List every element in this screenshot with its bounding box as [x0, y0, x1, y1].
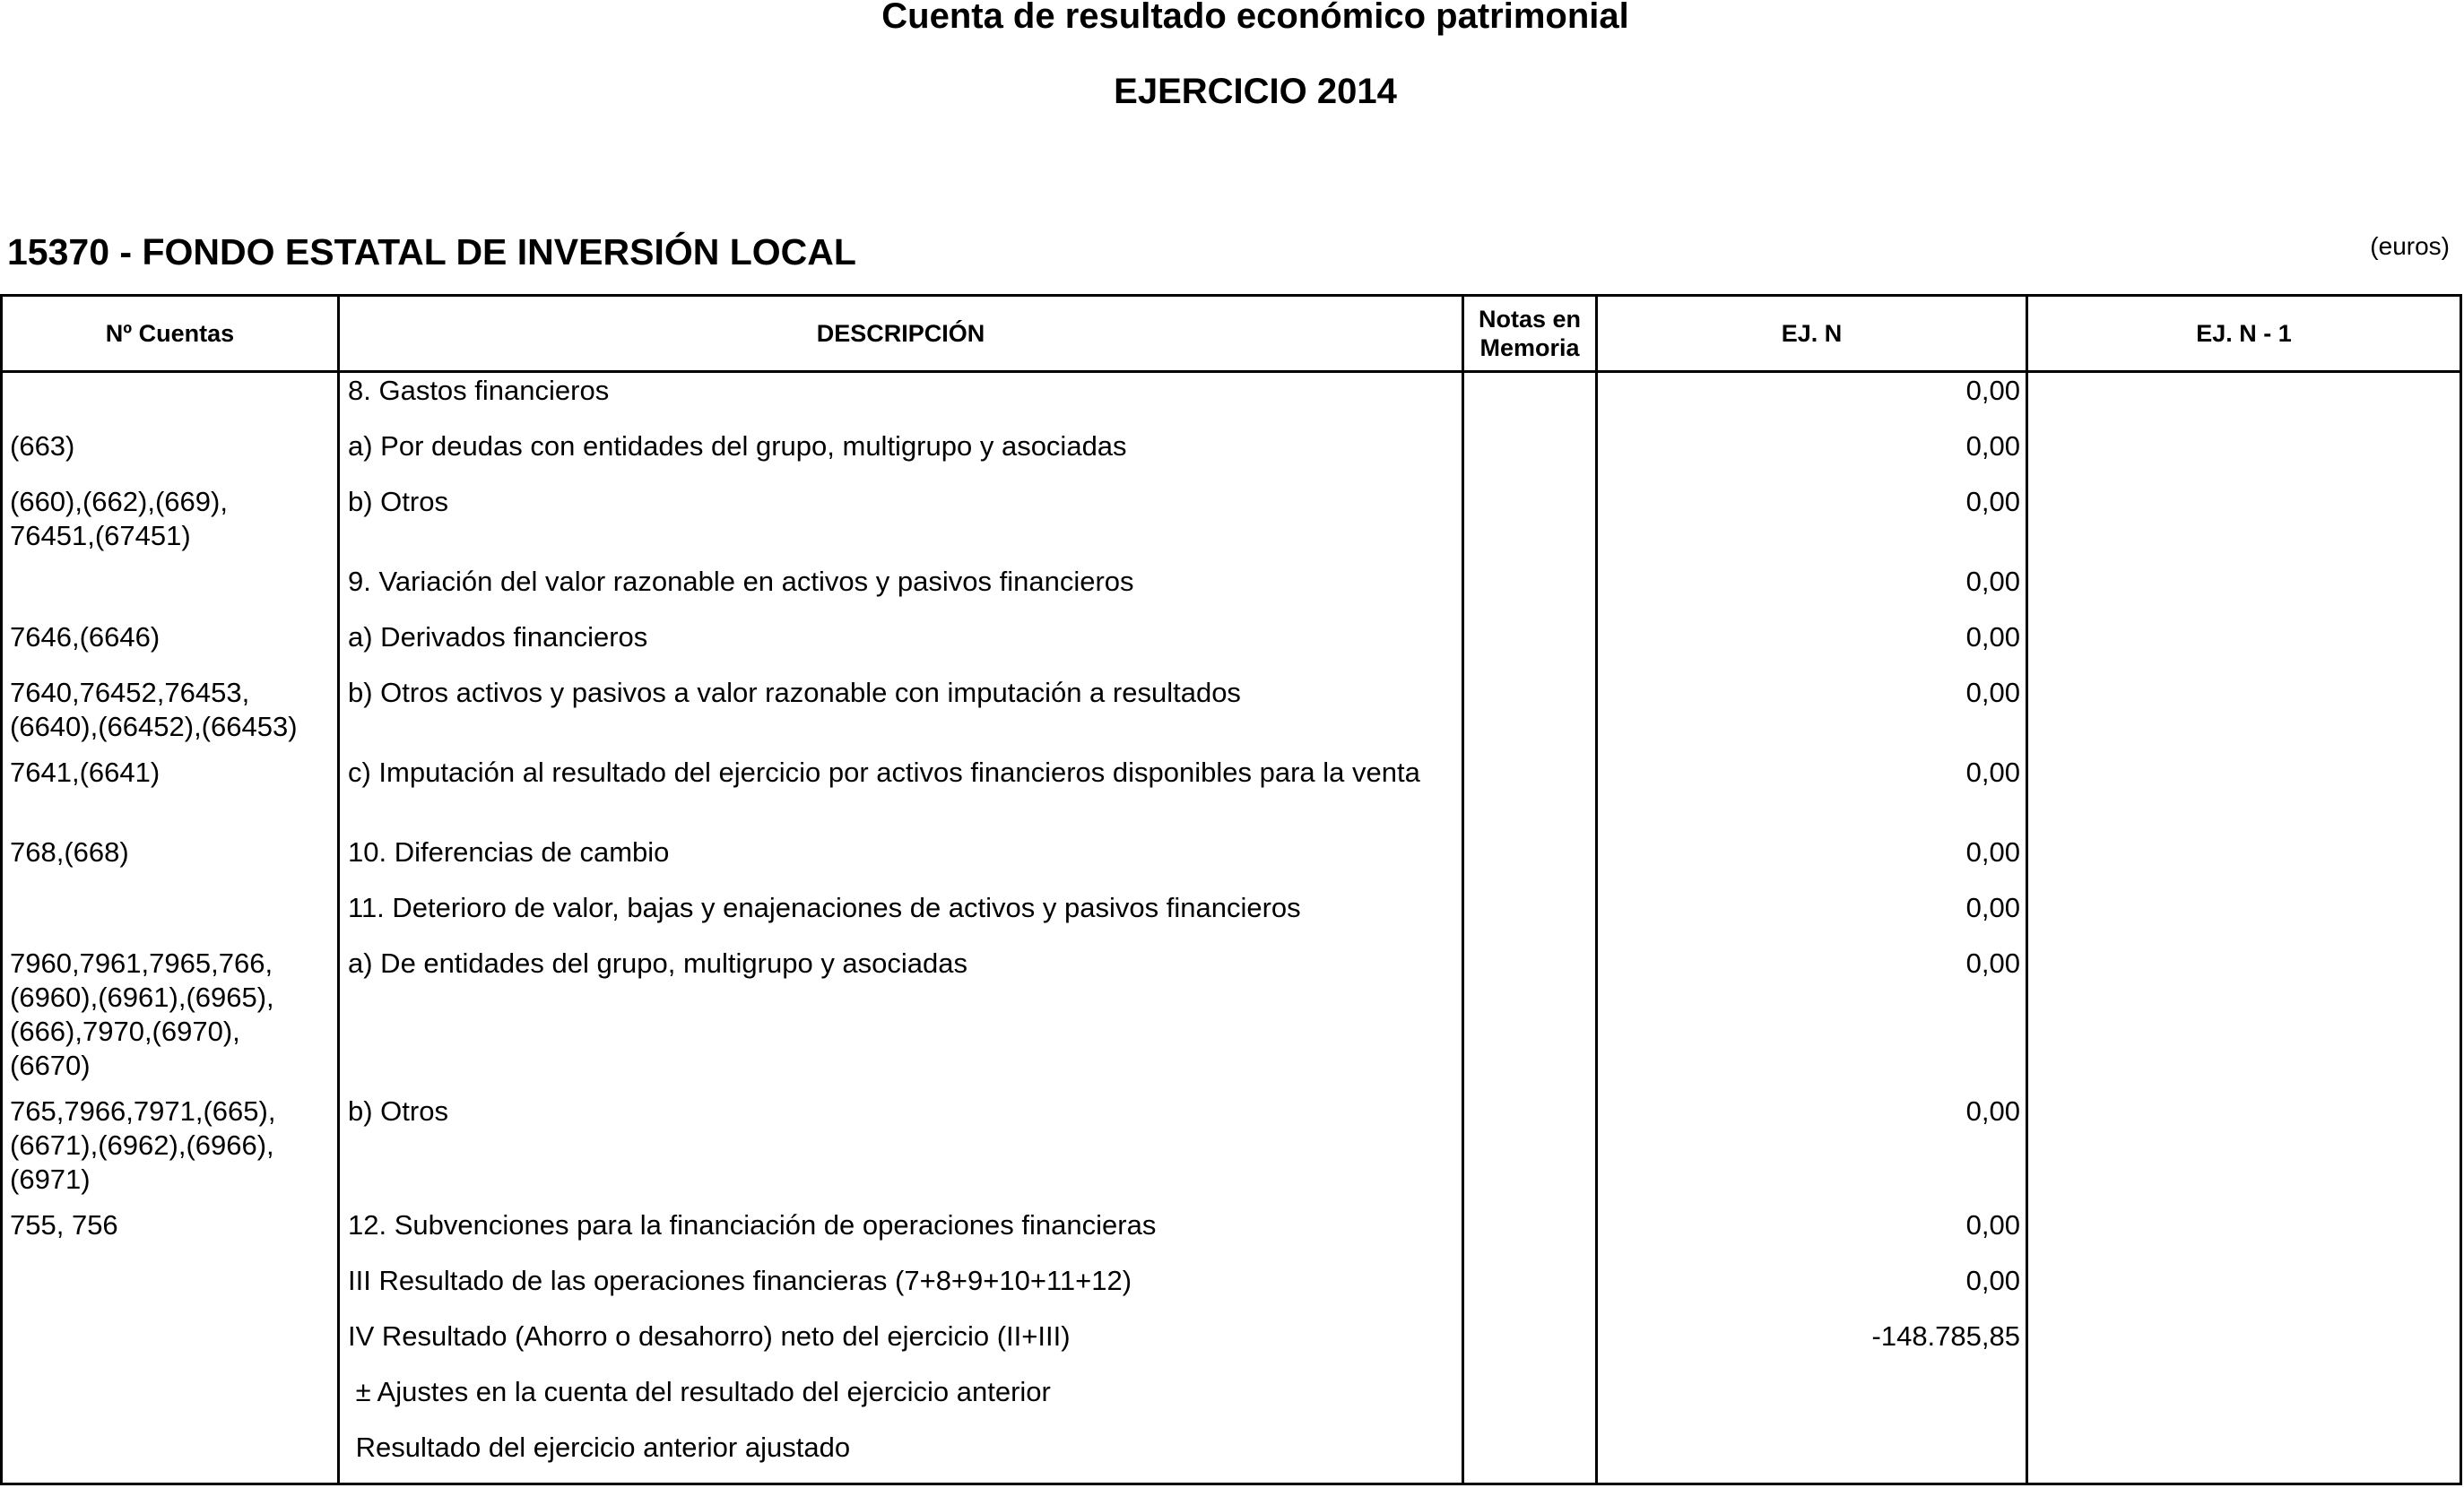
row-accounts: 7641,(6641) — [10, 757, 161, 788]
row-ej-n-value: 0,00 — [1965, 1265, 2020, 1296]
row-description: 11. Deterioro de valor, bajas y enajenaciones de activos y pasivos financieros — [348, 892, 1301, 923]
row-description: 10. Diferencias de cambio — [348, 836, 670, 868]
row-ej-n-value: 0,00 — [1965, 566, 2020, 597]
page-title: Cuenta de resultado económico patrimonial — [881, 0, 1629, 36]
column-divider — [2026, 297, 2028, 1483]
column-divider — [337, 297, 340, 1483]
row-ej-n-value: 0,00 — [1965, 375, 2020, 406]
column-header-accounts: Nº Cuentas — [105, 320, 235, 347]
row-ej-n-value: 0,00 — [1965, 677, 2020, 708]
row-accounts: 7646,(6646) — [10, 621, 161, 653]
entity-name: 15370 - FONDO ESTATAL DE INVERSIÓN LOCAL — [7, 231, 856, 273]
row-description: 12. Subvenciones para la financiación de operaciones financieras — [348, 1209, 1157, 1241]
row-ej-n-value: 0,00 — [1965, 1209, 2020, 1241]
row-accounts: 755, 756 — [10, 1209, 118, 1241]
row-description: IV Resultado (Ahorro o desahorro) neto del ejercicio (II+III) — [348, 1320, 1071, 1352]
row-ej-n-value: 0,00 — [1965, 486, 2020, 517]
row-description: Resultado del ejercicio anterior ajustado — [348, 1432, 851, 1463]
row-ej-n-value: 0,00 — [1965, 621, 2020, 653]
row-description: a) De entidades del grupo, multigrupo y asociadas — [348, 947, 968, 979]
row-ej-n-value: 0,00 — [1965, 947, 2020, 979]
row-accounts: 7960,7961,7965,766, (6960),(6961),(6965), (666),7970,(6970), (6670) — [10, 947, 274, 1081]
row-ej-n-value: 0,00 — [1965, 757, 2020, 788]
row-description: 8. Gastos financieros — [348, 375, 610, 406]
column-divider — [1595, 297, 1598, 1483]
row-ej-n-value: 0,00 — [1965, 430, 2020, 462]
row-description: c) Imputación al resultado del ejercicio por activos financieros disponibles para la venta — [348, 757, 1420, 788]
row-description: a) Por deudas con entidades del grupo, multigrupo y asociadas — [348, 430, 1127, 462]
row-accounts: 765,7966,7971,(665), (6671),(6962),(6966), (6971) — [10, 1095, 276, 1195]
row-ej-n-value: 0,00 — [1965, 836, 2020, 868]
fiscal-year-title: EJERCICIO 2014 — [1114, 72, 1397, 111]
row-accounts: (663) — [10, 430, 75, 462]
column-header-notes: Notas en Memoria — [1478, 306, 1582, 361]
column-header-ej-n: EJ. N — [1781, 320, 1843, 347]
row-description: b) Otros — [348, 1095, 448, 1127]
row-ej-n-value: 0,00 — [1965, 1095, 2020, 1127]
row-description: a) Derivados financieros — [348, 621, 648, 653]
row-accounts: 768,(668) — [10, 836, 129, 868]
row-description: b) Otros activos y pasivos a valor razonable con imputación a resultados — [348, 677, 1241, 708]
row-description: b) Otros — [348, 486, 448, 517]
row-accounts: (660),(662),(669), 76451,(67451) — [10, 486, 228, 551]
row-description: III Resultado de las operaciones financieras (7+8+9+10+11+12) — [348, 1265, 1132, 1296]
row-description: 9. Variación del valor razonable en activos y pasivos financieros — [348, 566, 1134, 597]
header-divider — [3, 370, 2460, 373]
row-accounts: 7640,76452,76453, (6640),(66452),(66453) — [10, 677, 298, 742]
row-ej-n-value: -148.785,85 — [1871, 1320, 2020, 1352]
column-divider — [1462, 297, 1464, 1483]
row-ej-n-value: 0,00 — [1965, 892, 2020, 923]
column-header-ej-n-1: EJ. N - 1 — [2196, 320, 2292, 347]
results-table — [0, 294, 2462, 1485]
row-description: ± Ajustes en la cuenta del resultado del ejercicio anterior — [348, 1376, 1051, 1407]
currency-units: (euros) — [2370, 232, 2450, 260]
column-header-description: DESCRIPCIÓN — [816, 320, 985, 347]
